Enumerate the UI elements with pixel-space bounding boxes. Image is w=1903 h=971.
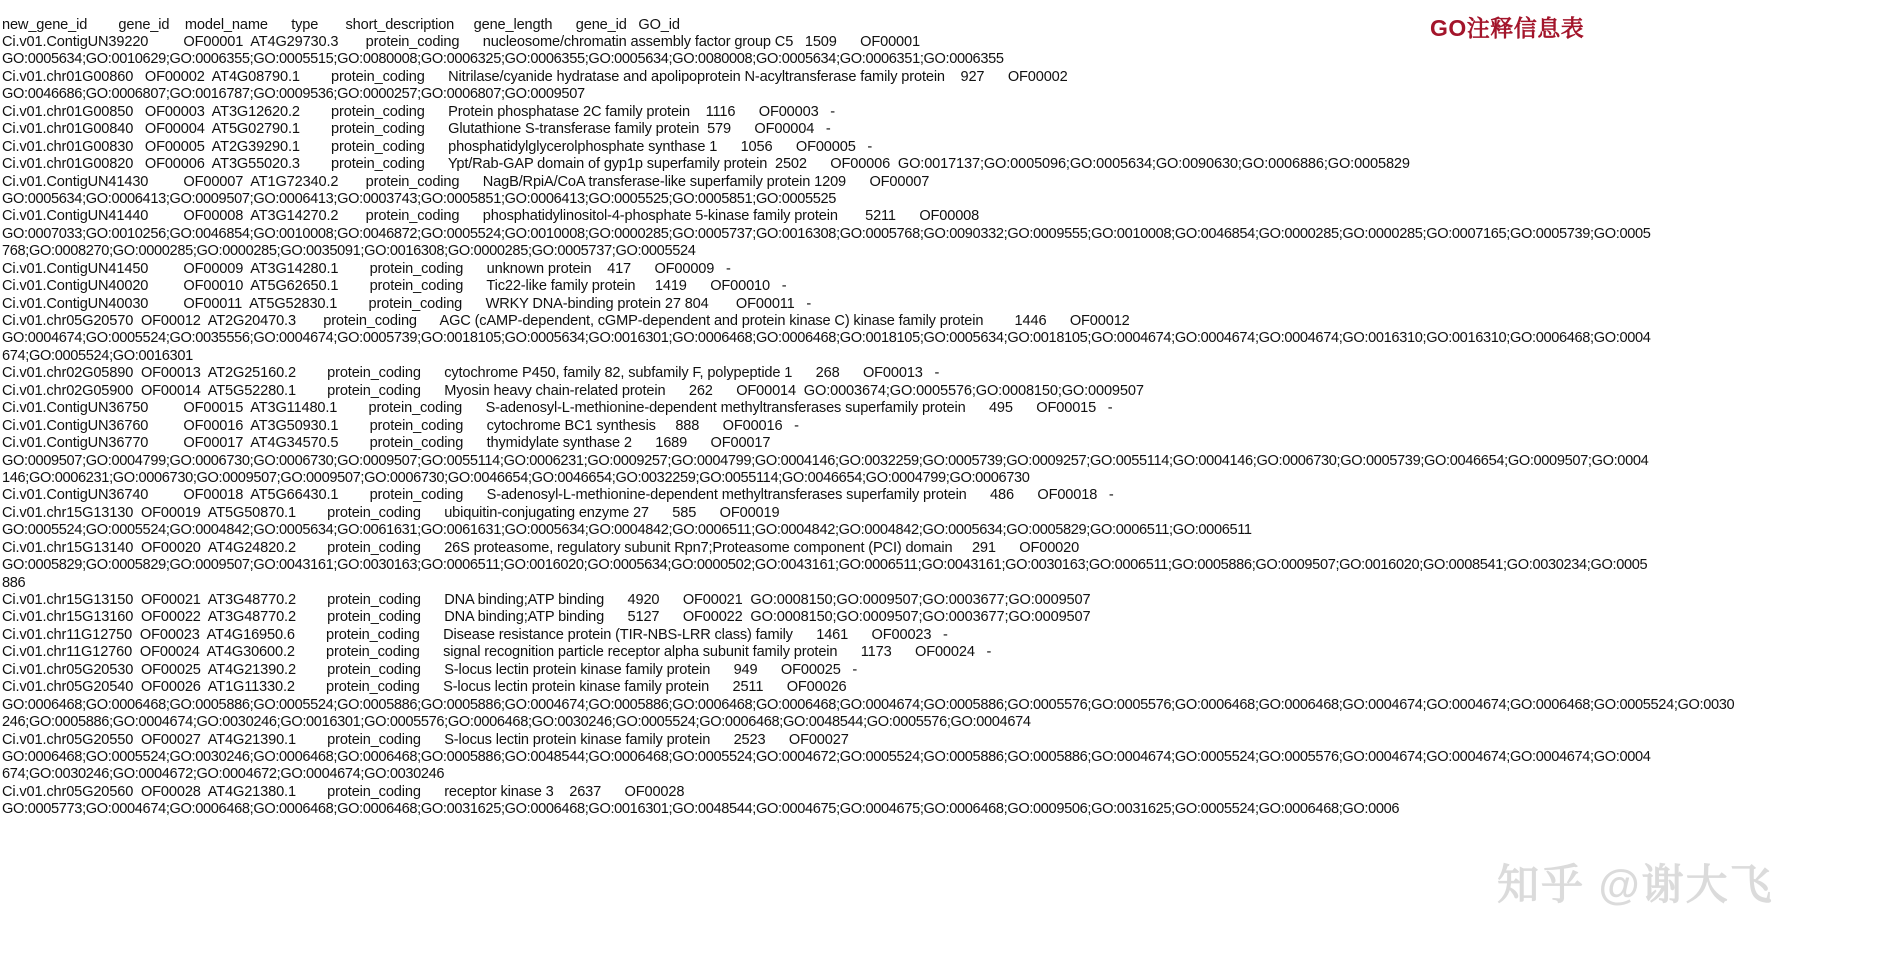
table-row: Ci.v01.chr05G20530 OF00025 AT4G21390.2 protein_coding S-locus lectin protein kinase family protein 949 OF00025 - [2,661,858,678]
go-id-wrapped-line: GO:0005829;GO:0005829;GO:0009507;GO:0043161;GO:0030163;GO:0006511;GO:0016020;GO:0005634;GO:0000502;GO:0043161;GO:0006511;GO:0043161;GO:0030163;GO:0006511;GO:0005886;GO:0009507;GO:0016020;GO:0008541;GO:0030234;GO:0005 [2,557,1648,574]
page-title: GO注释信息表 [1430,15,1585,41]
table-row: Ci.v01.chr05G20540 OF00026 AT1G11330.2 protein_coding S-locus lectin protein kinase family protein 2511 OF00026 [2,679,847,696]
table-row: Ci.v01.chr01G00820 OF00006 AT3G55020.3 protein_coding Ypt/Rab-GAP domain of gyp1p superfamily protein 2502 OF00006 GO:0017137;GO:0005096;GO:0005634;GO:0090630;GO:0006886;GO:0005829 [2,156,1410,173]
go-id-wrapped-line: 886 [2,574,26,591]
table-row: Ci.v01.chr11G12750 OF00023 AT4G16950.6 protein_coding Disease resistance protein (TIR-NBS-LRR class) family 1461 OF00023 - [2,626,948,643]
go-id-wrapped-line: 674;GO:0005524;GO:0016301 [2,347,193,364]
go-id-wrapped-line: 246;GO:0005886;GO:0004674;GO:0030246;GO:0016301;GO:0005576;GO:0006468;GO:0030246;GO:0005524;GO:0006468;GO:0048544;GO:0005576;GO:0004674 [2,714,1031,731]
table-row: Ci.v01.ContigUN41450 OF00009 AT3G14280.1 protein_coding unknown protein 417 OF00009 - [2,260,731,277]
table-row: Ci.v01.chr01G00830 OF00005 AT2G39290.1 protein_coding phosphatidylglycerolphosphate synthase 1 1056 OF00005 - [2,138,873,155]
go-id-wrapped-line: 768;GO:0008270;GO:0000285;GO:0000285;GO:0035091;GO:0016308;GO:0000285;GO:0005737;GO:0005524 [2,243,696,260]
table-row: Ci.v01.chr01G00850 OF00003 AT3G12620.2 protein_coding Protein phosphatase 2C family protein 1116 OF00003 - [2,103,835,120]
go-id-wrapped-line: 146;GO:0006231;GO:0006730;GO:0009507;GO:0009507;GO:0006730;GO:0046654;GO:0046654;GO:0032259;GO:0055114;GO:0046654;GO:0004799;GO:0006730 [2,469,1030,486]
go-id-wrapped-line: GO:0005773;GO:0004674;GO:0006468;GO:0006468;GO:0006468;GO:0031625;GO:0006468;GO:0016301;GO:0048544;GO:0004675;GO:0004675;GO:0006468;GO:0009506;GO:0031625;GO:0005524;GO:0006468;GO:0006 [2,801,1400,818]
table-row: Ci.v01.chr15G13150 OF00021 AT3G48770.2 protein_coding DNA binding;ATP binding 4920 OF00021 GO:0008150;GO:0009507;GO:0003677;GO:0009507 [2,592,1091,609]
table-row: Ci.v01.ContigUN36750 OF00015 AT3G11480.1 protein_coding S-adenosyl-L-methionine-dependent methyltransferases superfamily protein 495 OF00015 - [2,400,1113,417]
go-id-wrapped-line: GO:0006468;GO:0005524;GO:0030246;GO:0006468;GO:0006468;GO:0005886;GO:0048544;GO:0006468;GO:0005524;GO:0004672;GO:0005524;GO:0005886;GO:0005886;GO:0004674;GO:0005524;GO:0005576;GO:0004674;GO:0004674;GO:0004674;GO:0004 [2,748,1651,765]
table-row: Ci.v01.chr01G00840 OF00004 AT5G02790.1 protein_coding Glutathione S-transferase family protein 579 OF00004 - [2,121,831,138]
go-id-wrapped-line: GO:0009507;GO:0004799;GO:0006730;GO:0006730;GO:0009507;GO:0055114;GO:0006231;GO:0009257;GO:0004799;GO:0004146;GO:0032259;GO:0005739;GO:0009257;GO:0055114;GO:0004146;GO:0006730;GO:0005739;GO:0046654;GO:0009507;GO:0004 [2,452,1649,469]
table-row: Ci.v01.ContigUN36740 OF00018 AT5G66430.1 protein_coding S-adenosyl-L-methionine-dependent methyltransferases superfamily protein 486 OF00018 - [2,487,1114,504]
go-id-wrapped-line: 674;GO:0030246;GO:0004672;GO:0004672;GO:0004674;GO:0030246 [2,766,445,783]
go-id-wrapped-line: GO:0005524;GO:0005524;GO:0004842;GO:0005634;GO:0061631;GO:0061631;GO:0005634;GO:0004842;GO:0006511;GO:0004842;GO:0004842;GO:0005634;GO:0005829;GO:0006511;GO:0006511 [2,522,1252,539]
table-row: Ci.v01.chr15G13130 OF00019 AT5G50870.1 protein_coding ubiquitin-conjugating enzyme 27 585 OF00019 [2,504,780,521]
go-id-wrapped-line: GO:0005634;GO:0010629;GO:0006355;GO:0005515;GO:0080008;GO:0006325;GO:0006355;GO:0005634;GO:0080008;GO:0005634;GO:0006351;GO:0006355 [2,51,1004,68]
table-row: Ci.v01.chr02G05900 OF00014 AT5G52280.1 protein_coding Myosin heavy chain-related protein 262 OF00014 GO:0003674;GO:0005576;GO:0008150;GO:0009507 [2,382,1144,399]
go-id-wrapped-line: GO:0006468;GO:0006468;GO:0005886;GO:0005524;GO:0005886;GO:0005886;GO:0004674;GO:0005886;GO:0006468;GO:0006468;GO:0004674;GO:0005886;GO:0005576;GO:0005576;GO:0006468;GO:0006468;GO:0004674;GO:0004674;GO:0006468;GO:0005524;GO:0030 [2,696,1735,713]
watermark: 知乎 @谢大飞 [1497,861,1774,908]
table-row: Ci.v01.chr05G20550 OF00027 AT4G21390.1 protein_coding S-locus lectin protein kinase family protein 2523 OF00027 [2,731,849,748]
table-row: Ci.v01.chr02G05890 OF00013 AT2G25160.2 protein_coding cytochrome P450, family 82, subfamily F, polypeptide 1 268 OF00013 - [2,365,940,382]
table-row: Ci.v01.chr01G00860 OF00002 AT4G08790.1 protein_coding Nitrilase/cyanide hydratase and apolipoprotein N-acyltransferase family protein 927 OF00002 [2,68,1068,85]
table-header-row: new_gene_id gene_id model_name type short_description gene_length gene_id GO_id [2,16,680,33]
table-row: Ci.v01.chr11G12760 OF00024 AT4G30600.2 protein_coding signal recognition particle receptor alpha subunit family protein 1173 OF00024 - [2,644,992,661]
table-row: Ci.v01.ContigUN41430 OF00007 AT1G72340.2 protein_coding NagB/RpiA/CoA transferase-like superfamily protein 1209 OF00007 [2,173,930,190]
go-annotation-table [0,15,1903,819]
go-id-wrapped-line: GO:0007033;GO:0010256;GO:0046854;GO:0010008;GO:0046872;GO:0005524;GO:0010008;GO:0000285;GO:0005737;GO:0016308;GO:0005768;GO:0090332;GO:0009555;GO:0010008;GO:0046854;GO:0000285;GO:0000285;GO:0007165;GO:0005739;GO:0005 [2,225,1651,242]
go-id-wrapped-line: GO:0046686;GO:0006807;GO:0016787;GO:0009536;GO:0000257;GO:0006807;GO:0009507 [2,86,585,103]
table-row: Ci.v01.ContigUN40020 OF00010 AT5G62650.1 protein_coding Tic22-like family protein 1419 OF00010 - [2,278,787,295]
go-id-wrapped-line: GO:0004674;GO:0005524;GO:0035556;GO:0004674;GO:0005739;GO:0018105;GO:0005634;GO:0016301;GO:0006468;GO:0006468;GO:0018105;GO:0005634;GO:0018105;GO:0004674;GO:0004674;GO:0004674;GO:0016310;GO:0016310;GO:0006468;GO:0004 [2,330,1651,347]
table-row: Ci.v01.chr15G13160 OF00022 AT3G48770.2 protein_coding DNA binding;ATP binding 5127 OF00022 GO:0008150;GO:0009507;GO:0003677;GO:0009507 [2,609,1091,626]
table-row: Ci.v01.ContigUN36760 OF00016 AT3G50930.1 protein_coding cytochrome BC1 synthesis 888 OF00016 - [2,417,799,434]
table-row: Ci.v01.ContigUN36770 OF00017 AT4G34570.5 protein_coding thymidylate synthase 2 1689 OF00017 [2,435,771,452]
table-row: Ci.v01.chr05G20560 OF00028 AT4G21380.1 protein_coding receptor kinase 3 2637 OF00028 [2,783,685,800]
table-row: Ci.v01.ContigUN39220 OF00001 AT4G29730.3 protein_coding nucleosome/chromatin assembly factor group C5 1509 OF00001 [2,34,920,51]
go-id-wrapped-line: GO:0005634;GO:0006413;GO:0009507;GO:0006413;GO:0003743;GO:0005851;GO:0006413;GO:0005525;GO:0005851;GO:0005525 [2,190,837,207]
table-row: Ci.v01.ContigUN40030 OF00011 AT5G52830.1 protein_coding WRKY DNA-binding protein 27 804 OF00011 - [2,295,812,312]
table-row: Ci.v01.chr15G13140 OF00020 AT4G24820.2 protein_coding 26S proteasome, regulatory subunit Rpn7;Proteasome component (PCI) domain 291 OF00020 [2,539,1080,556]
table-row: Ci.v01.chr05G20570 OF00012 AT2G20470.3 protein_coding AGC (cAMP-dependent, cGMP-dependent and protein kinase C) kinase family protein 1446 OF00012 [2,313,1130,330]
table-row: Ci.v01.ContigUN41440 OF00008 AT3G14270.2 protein_coding phosphatidylinositol-4-phosphate 5-kinase family protein 5211 OF00008 [2,208,980,225]
